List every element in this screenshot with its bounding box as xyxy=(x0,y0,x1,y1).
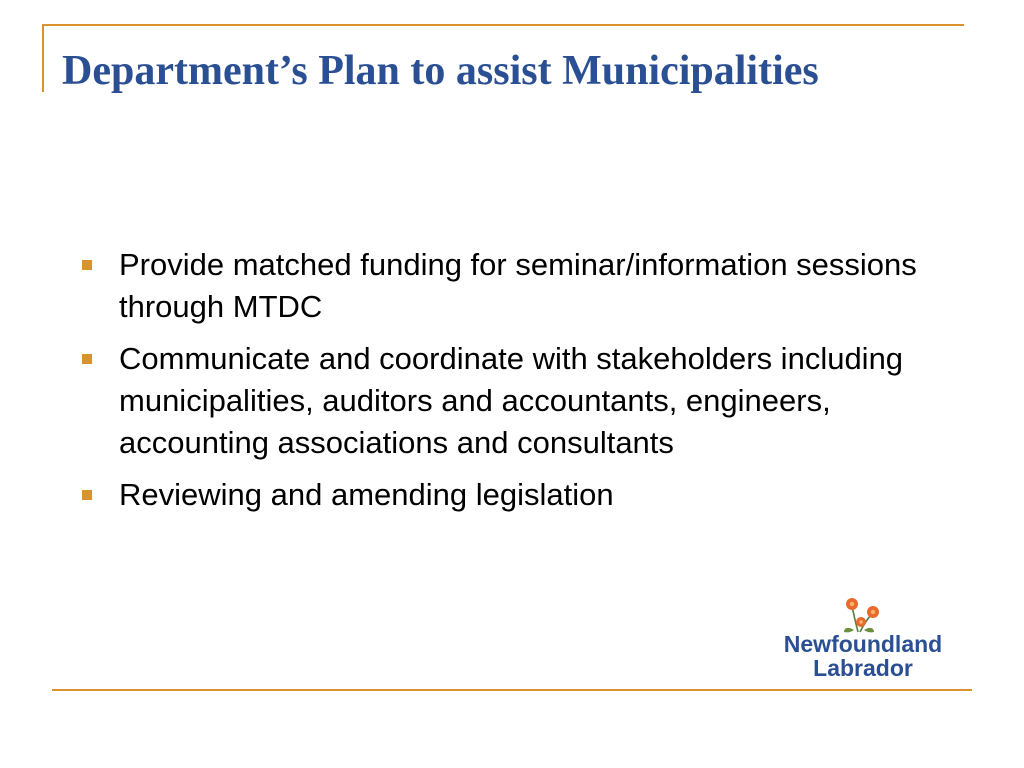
square-bullet-icon xyxy=(82,260,92,270)
top-rule xyxy=(42,24,964,26)
bullet-text: Provide matched funding for seminar/information sessions through MTDC xyxy=(119,247,917,324)
left-rule xyxy=(42,24,44,92)
logo-line-2: Labrador xyxy=(813,655,913,681)
slide-title: Department’s Plan to assist Municipalities xyxy=(62,48,819,94)
pitcher-plant-flower-icon xyxy=(844,598,879,632)
bullet-text: Communicate and coordinate with stakeholders including municipalities, auditors and accountants, engineers, accounting associations and consultants xyxy=(119,341,904,460)
square-bullet-icon xyxy=(82,490,92,500)
bullet-text: Reviewing and amending legislation xyxy=(119,477,614,512)
bullet-item-funding xyxy=(82,244,952,328)
bullet-item-legislation xyxy=(82,474,952,516)
square-bullet-icon xyxy=(82,354,92,364)
bullet-list xyxy=(82,244,952,526)
bullet-item-communicate xyxy=(82,338,952,464)
logo-line-1: Newfoundland xyxy=(783,631,943,657)
newfoundland-labrador-logo xyxy=(778,594,948,686)
bottom-rule xyxy=(52,689,972,691)
